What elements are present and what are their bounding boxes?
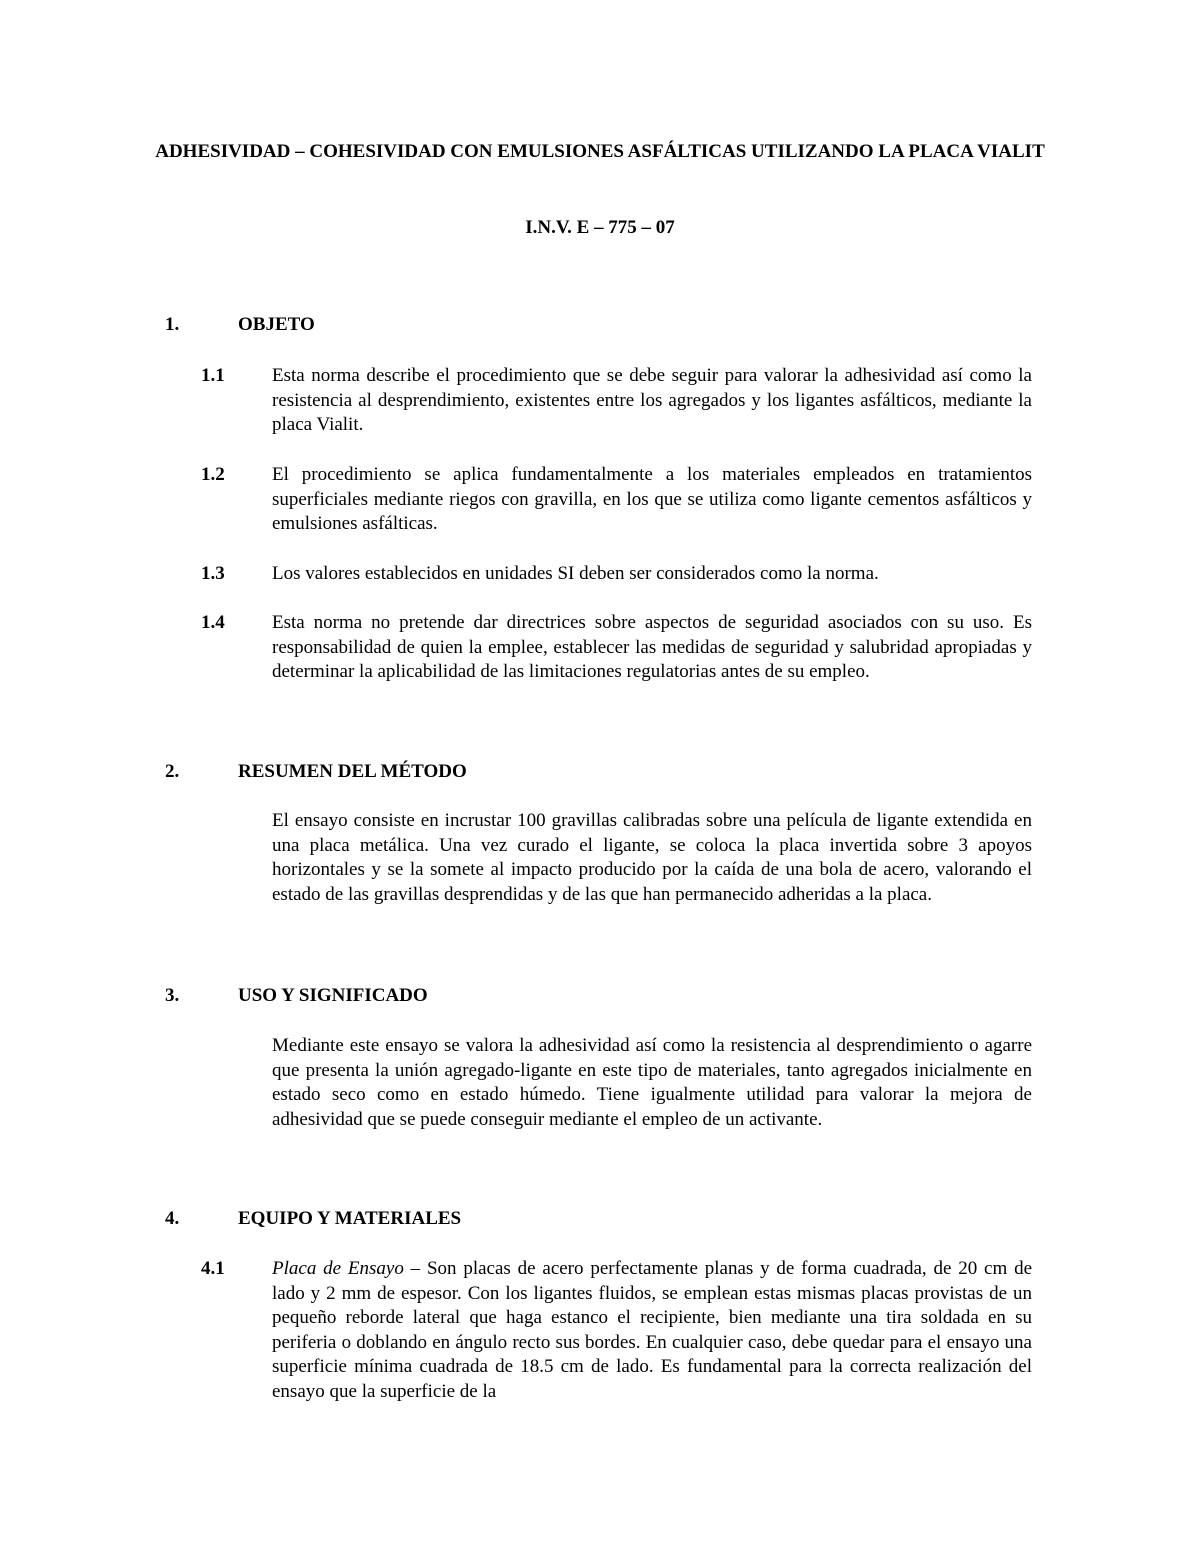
section-title: RESUMEN DEL MÉTODO	[238, 761, 467, 782]
item-term: Placa de Ensayo	[272, 1258, 404, 1279]
section-number: 2.	[165, 761, 180, 782]
section-title: OBJETO	[238, 314, 315, 335]
item-term-description: – Son placas de acero perfectamente planas y de forma cuadrada, de 20 cm de lado y 2 mm de espesor. Con los ligantes fluidos, se emplean estas mismas placas provistas de un pequeño reborde lateral que haga estanco el recipiente, bien mediante una tira soldada en su periferia o doblando en ángulo recto sus bordes. En cualquier caso, debe quedar para el ensayo una superficie mínima cuadrada de 18.5 cm de lado. Es fundamental para la correcta realización del ensayo que la superficie de la	[272, 1258, 1032, 1402]
section-body: Mediante este ensayo se valora la adhesividad así como la resistencia al desprendimiento o agarre que presenta la unión agregado-ligante en este tipo de materiales, tanto agregados inicialmente en estado seco como en estado húmedo. Tiene igualmente utilidad para valorar la mejora de adhesividad que se puede conseguir mediante el empleo de un activante.	[272, 1035, 1032, 1130]
norm-code: I.N.V. E – 775 – 07	[525, 217, 675, 238]
item-number: 1.2	[201, 464, 225, 485]
section-title: USO Y SIGNIFICADO	[238, 985, 428, 1006]
item-number: 4.1	[201, 1258, 225, 1279]
item-number: 1.1	[201, 365, 225, 386]
item-text	[272, 1257, 1032, 1405]
document-title: ADHESIVIDAD – COHESIVIDAD CON EMULSIONES ASFÁLTICAS UTILIZANDO LA PLACA VIALIT	[155, 141, 1045, 162]
section-number: 4.	[165, 1208, 180, 1229]
item-text: El procedimiento se aplica fundamentalmente a los materiales empleados en tratamientos superficiales mediante riegos con gravilla, en los que se utiliza como ligante cementos asfálticos y emulsiones asfálticas.	[272, 464, 1032, 535]
item-text: Esta norma describe el procedimiento que se debe seguir para valorar la adhesividad así como la resistencia al desprendimiento, existentes entre los agregados y los ligantes asfálticos, mediante la placa Vialit.	[272, 365, 1032, 436]
item-text: Esta norma no pretende dar directrices sobre aspectos de seguridad asociados con su uso. Es responsabilidad de quien la emplee, establecer las medidas de seguridad y salubridad apropiadas y determinar la aplicabilidad de las limitaciones regulatorias antes de su empleo.	[272, 612, 1032, 683]
section-body: El ensayo consiste en incrustar 100 gravillas calibradas sobre una película de ligante extendida en una placa metálica. Una vez curado el ligante, se coloca la placa invertida sobre 3 apoyos horizontales y se la somete al impacto producido por la caída de una bola de acero, valorando el estado de las gravillas desprendidas y de las que han permanecido adheridas a la placa.	[272, 810, 1032, 905]
item-number: 1.4	[201, 612, 225, 633]
item-text: Los valores establecidos en unidades SI deben ser considerados como la norma.	[272, 563, 879, 584]
section-title: EQUIPO Y MATERIALES	[238, 1208, 462, 1229]
item-number: 1.3	[201, 563, 225, 584]
section-number: 3.	[165, 985, 180, 1006]
section-number: 1.	[165, 314, 180, 335]
